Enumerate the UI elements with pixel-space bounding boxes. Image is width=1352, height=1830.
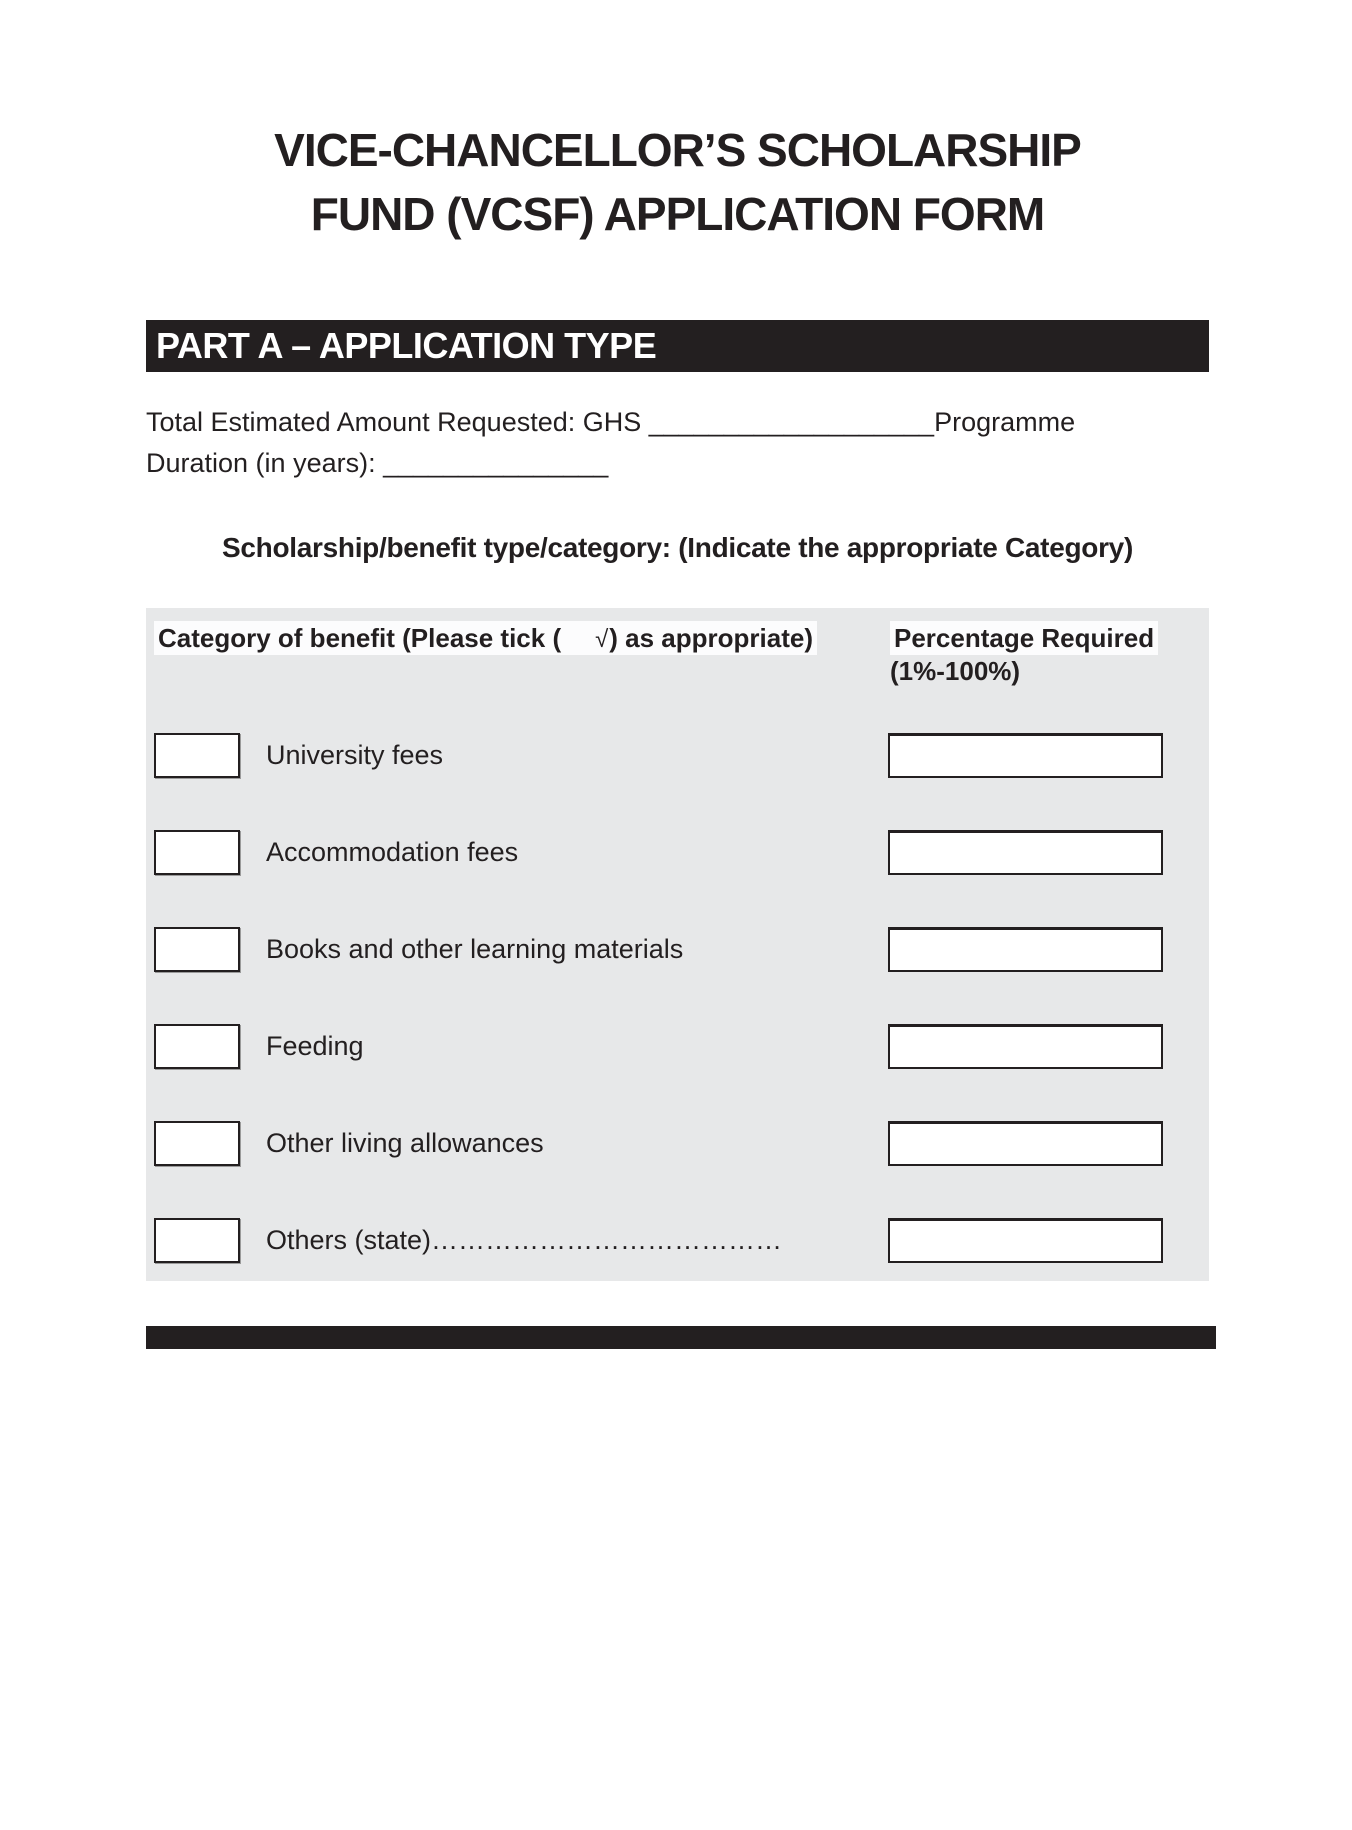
others-state-checkbox[interactable] bbox=[154, 1218, 240, 1263]
accommodation-fees-checkbox[interactable] bbox=[154, 830, 240, 875]
accommodation-fees-percentage-input[interactable] bbox=[888, 830, 1163, 875]
part-a-section-banner bbox=[146, 320, 1209, 372]
tick-mark-symbol: √ bbox=[595, 626, 609, 653]
books-materials-percentage-input[interactable] bbox=[888, 927, 1163, 972]
column-header-category-suffix: ) as appropriate) bbox=[609, 623, 813, 653]
benefit-row-books-materials bbox=[146, 927, 1209, 972]
benefit-row-feeding bbox=[146, 1024, 1209, 1069]
other-living-allowances-percentage-input[interactable] bbox=[888, 1121, 1163, 1166]
benefit-row-other-living-allowances bbox=[146, 1121, 1209, 1166]
benefit-category-table bbox=[146, 608, 1209, 1281]
column-header-category-prefix: Category of benefit (Please tick ( bbox=[158, 623, 562, 653]
benefit-row-accommodation-fees bbox=[146, 830, 1209, 875]
others-state-percentage-input[interactable] bbox=[888, 1218, 1163, 1263]
programme-duration-line[interactable]: Duration (in years): _______________ bbox=[146, 448, 609, 478]
column-header-percentage-line2: (1%-100%) bbox=[890, 656, 1021, 686]
benefit-row-others-state bbox=[146, 1218, 1209, 1263]
feeding-checkbox[interactable] bbox=[154, 1024, 240, 1069]
document-title bbox=[146, 118, 1209, 246]
other-living-allowances-label: Other living allowances bbox=[266, 1128, 544, 1158]
column-header-percentage-line1: Percentage Required bbox=[890, 621, 1158, 655]
books-materials-checkbox[interactable] bbox=[154, 927, 240, 972]
university-fees-percentage-input[interactable] bbox=[888, 733, 1163, 778]
university-fees-checkbox[interactable] bbox=[154, 733, 240, 778]
feeding-label: Feeding bbox=[266, 1031, 364, 1061]
part-a-banner-title: PART A – APPLICATION TYPE bbox=[156, 325, 657, 366]
others-state-label: Others (state)………………………………… bbox=[266, 1225, 783, 1255]
amount-requested-block bbox=[146, 402, 1209, 484]
document-title-line2: FUND (VCSF) APPLICATION FORM bbox=[310, 188, 1045, 240]
university-fees-label: University fees bbox=[266, 740, 444, 770]
other-living-allowances-checkbox[interactable] bbox=[154, 1121, 240, 1166]
feeding-percentage-input[interactable] bbox=[888, 1024, 1163, 1069]
document-title-line1: VICE-CHANCELLOR’S SCHOLARSHIP bbox=[274, 124, 1081, 176]
books-materials-label: Books and other learning materials bbox=[266, 934, 684, 964]
benefit-row-university-fees bbox=[146, 733, 1209, 778]
column-header-percentage bbox=[890, 623, 1190, 687]
amount-requested-line[interactable]: Total Estimated Amount Requested: GHS ___________________Programme bbox=[146, 407, 1076, 437]
benefit-type-subheading: Scholarship/benefit type/category: (Indicate the appropriate Category) bbox=[222, 532, 1133, 563]
column-header-category bbox=[154, 623, 817, 654]
accommodation-fees-label: Accommodation fees bbox=[266, 837, 519, 867]
section-divider-bar bbox=[146, 1326, 1216, 1349]
